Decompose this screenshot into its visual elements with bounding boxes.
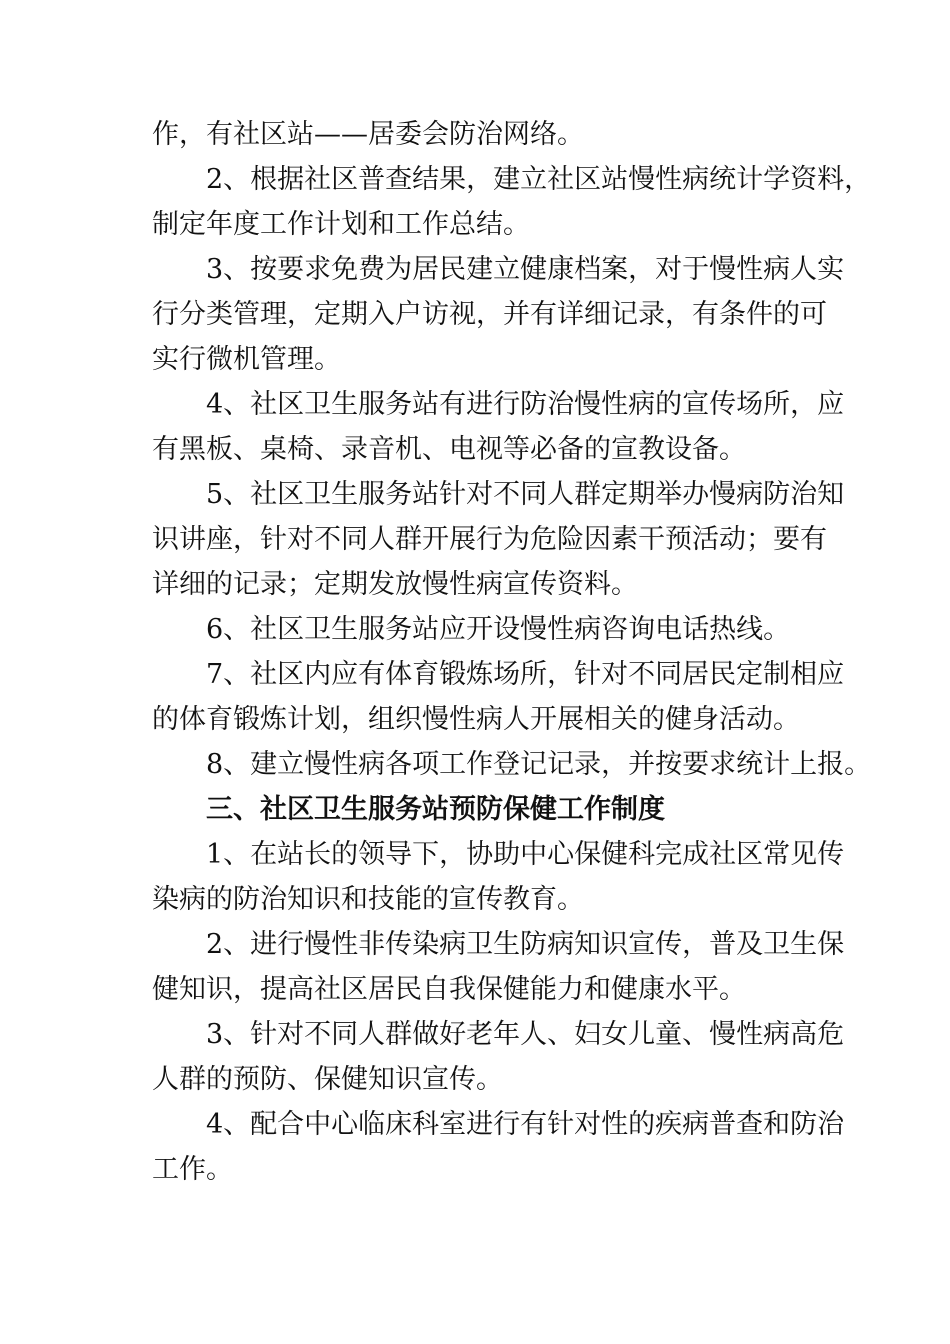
text-line: 4、社区卫生服务站有进行防治慢性病的宣传场所，应 [206,389,845,420]
paragraph-item-7 [152,652,845,742]
paragraph-item-6 [152,607,804,652]
text-line: 识讲座，针对不同人群开展行为危险因素干预活动；要有 [152,524,827,555]
text-line: 的体育锻炼计划，组织慢性病人开展相关的健身活动。 [152,704,800,735]
section-item-3 [152,1012,845,1102]
section-item-4 [152,1102,845,1192]
text-line: 实行微机管理。 [152,344,341,375]
text-line: 行分类管理，定期入户访视，并有详细记录，有条件的可 [152,299,827,330]
text-line: 2、根据社区普查结果，建立社区站慢性病统计学资料， [206,164,872,195]
paragraph-item-4 [152,382,845,472]
document-page [152,112,872,1192]
text-line: 7、社区内应有体育锻炼场所，针对不同居民定制相应 [206,659,845,690]
section-item-2 [152,922,845,1012]
paragraph-item-3 [152,247,845,382]
text-line: 健知识，提高社区居民自我保健能力和健康水平。 [152,974,746,1005]
text-line: 3、针对不同人群做好老年人、妇女儿童、慢性病高危 [206,1019,845,1050]
text-line: 人群的预防、保健知识宣传。 [152,1064,503,1095]
paragraph-item-8 [152,742,872,787]
section-item-1 [152,832,845,922]
text-line: 有黑板、桌椅、录音机、电视等必备的宣教设备。 [152,434,746,465]
text-line: 8、建立慢性病各项工作登记记录，并按要求统计上报。 [206,749,872,780]
text-line: 5、社区卫生服务站针对不同人群定期举办慢病防治知 [206,479,845,510]
paragraph-continuation [152,112,804,157]
text-line: 染病的防治知识和技能的宣传教育。 [152,884,584,915]
paragraph-item-5 [152,472,845,607]
paragraph-item-2 [152,157,872,247]
text-line: 2、进行慢性非传染病卫生防病知识宣传，普及卫生保 [206,929,845,960]
text-line: 6、社区卫生服务站应开设慢性病咨询电话热线。 [206,614,791,645]
text-line: 作，有社区站——居委会防治网络。 [152,119,584,150]
text-line: 1、在站长的领导下，协助中心保健科完成社区常见传 [206,839,845,870]
text-line: 工作。 [152,1154,233,1185]
text-line: 3、按要求免费为居民建立健康档案，对于慢性病人实 [206,254,845,285]
section-heading: 三、社区卫生服务站预防保健工作制度 [206,794,665,825]
text-line: 制定年度工作计划和工作总结。 [152,209,530,240]
text-line: 4、配合中心临床科室进行有针对性的疾病普查和防治 [206,1109,845,1140]
text-line: 详细的记录；定期发放慢性病宣传资料。 [152,569,638,600]
